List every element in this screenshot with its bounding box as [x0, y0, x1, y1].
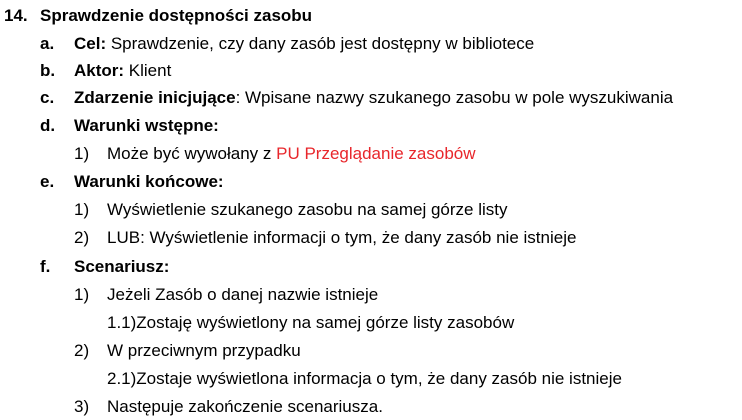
item-cel [74, 34, 534, 54]
precondition-number: 1) [74, 144, 90, 163]
use-case-reference-link[interactable]: PU Przeglądanie zasobów [276, 144, 476, 163]
postcondition-2-text: LUB: Wyświetlenie informacji o tym, że dany zasób nie istnieje [107, 228, 577, 247]
item-zdarzenie-label: Zdarzenie inicjujące [74, 88, 236, 107]
heading-number: 14. [4, 6, 28, 25]
item-warunki-koncowe-label: Warunki końcowe: [74, 172, 224, 191]
postcondition-2-number: 2) [74, 228, 90, 247]
scenario-step-3-text: Następuje zakończenie scenariusza. [107, 397, 383, 416]
item-warunki-wstepne-label: Warunki wstępne: [74, 116, 219, 135]
scenario-step-2-1-text: 2.1)Zostaje wyświetlona informacja o tym, że dany zasób nie istnieje [107, 369, 622, 388]
scenario-step-2-number: 2) [74, 341, 90, 360]
item-letter-scenariusz: f. [40, 257, 51, 276]
scenario-step-3-number: 3) [74, 397, 90, 416]
item-aktor [74, 61, 171, 81]
precondition-item [107, 144, 476, 164]
item-aktor-text: Klient [124, 61, 172, 80]
scenario-step-1-number: 1) [74, 285, 90, 304]
postcondition-1-text: Wyświetlenie szukanego zasobu na samej górze listy [107, 200, 508, 219]
item-zdarzenie [74, 88, 673, 108]
item-letter-warunki-wstepne: d. [40, 116, 56, 135]
item-letter-zdarzenie: c. [40, 88, 55, 107]
postcondition-1-number: 1) [74, 200, 90, 219]
item-scenariusz-label: Scenariusz: [74, 257, 170, 276]
item-cel-label: Cel: [74, 34, 107, 53]
item-letter-warunki-koncowe: e. [40, 172, 55, 191]
item-letter-aktor: b. [40, 61, 56, 80]
precondition-text: Może być wywołany z [107, 144, 277, 163]
item-letter-cel: a. [40, 34, 55, 53]
item-aktor-label: Aktor: [74, 61, 125, 80]
item-zdarzenie-text: : Wpisane nazwy szukanego zasobu w pole wyszukiwania [235, 88, 674, 107]
item-cel-text: Sprawdzenie, czy dany zasób jest dostępny w bibliotece [106, 34, 535, 53]
scenario-step-1-1-text: 1.1)Zostaję wyświetlony na samej górze listy zasobów [107, 313, 515, 332]
heading-title: Sprawdzenie dostępności zasobu [40, 6, 313, 25]
scenario-step-1-text: Jeżeli Zasób o danej nazwie istnieje [107, 285, 379, 304]
scenario-step-2-text: W przeciwnym przypadku [107, 341, 301, 360]
